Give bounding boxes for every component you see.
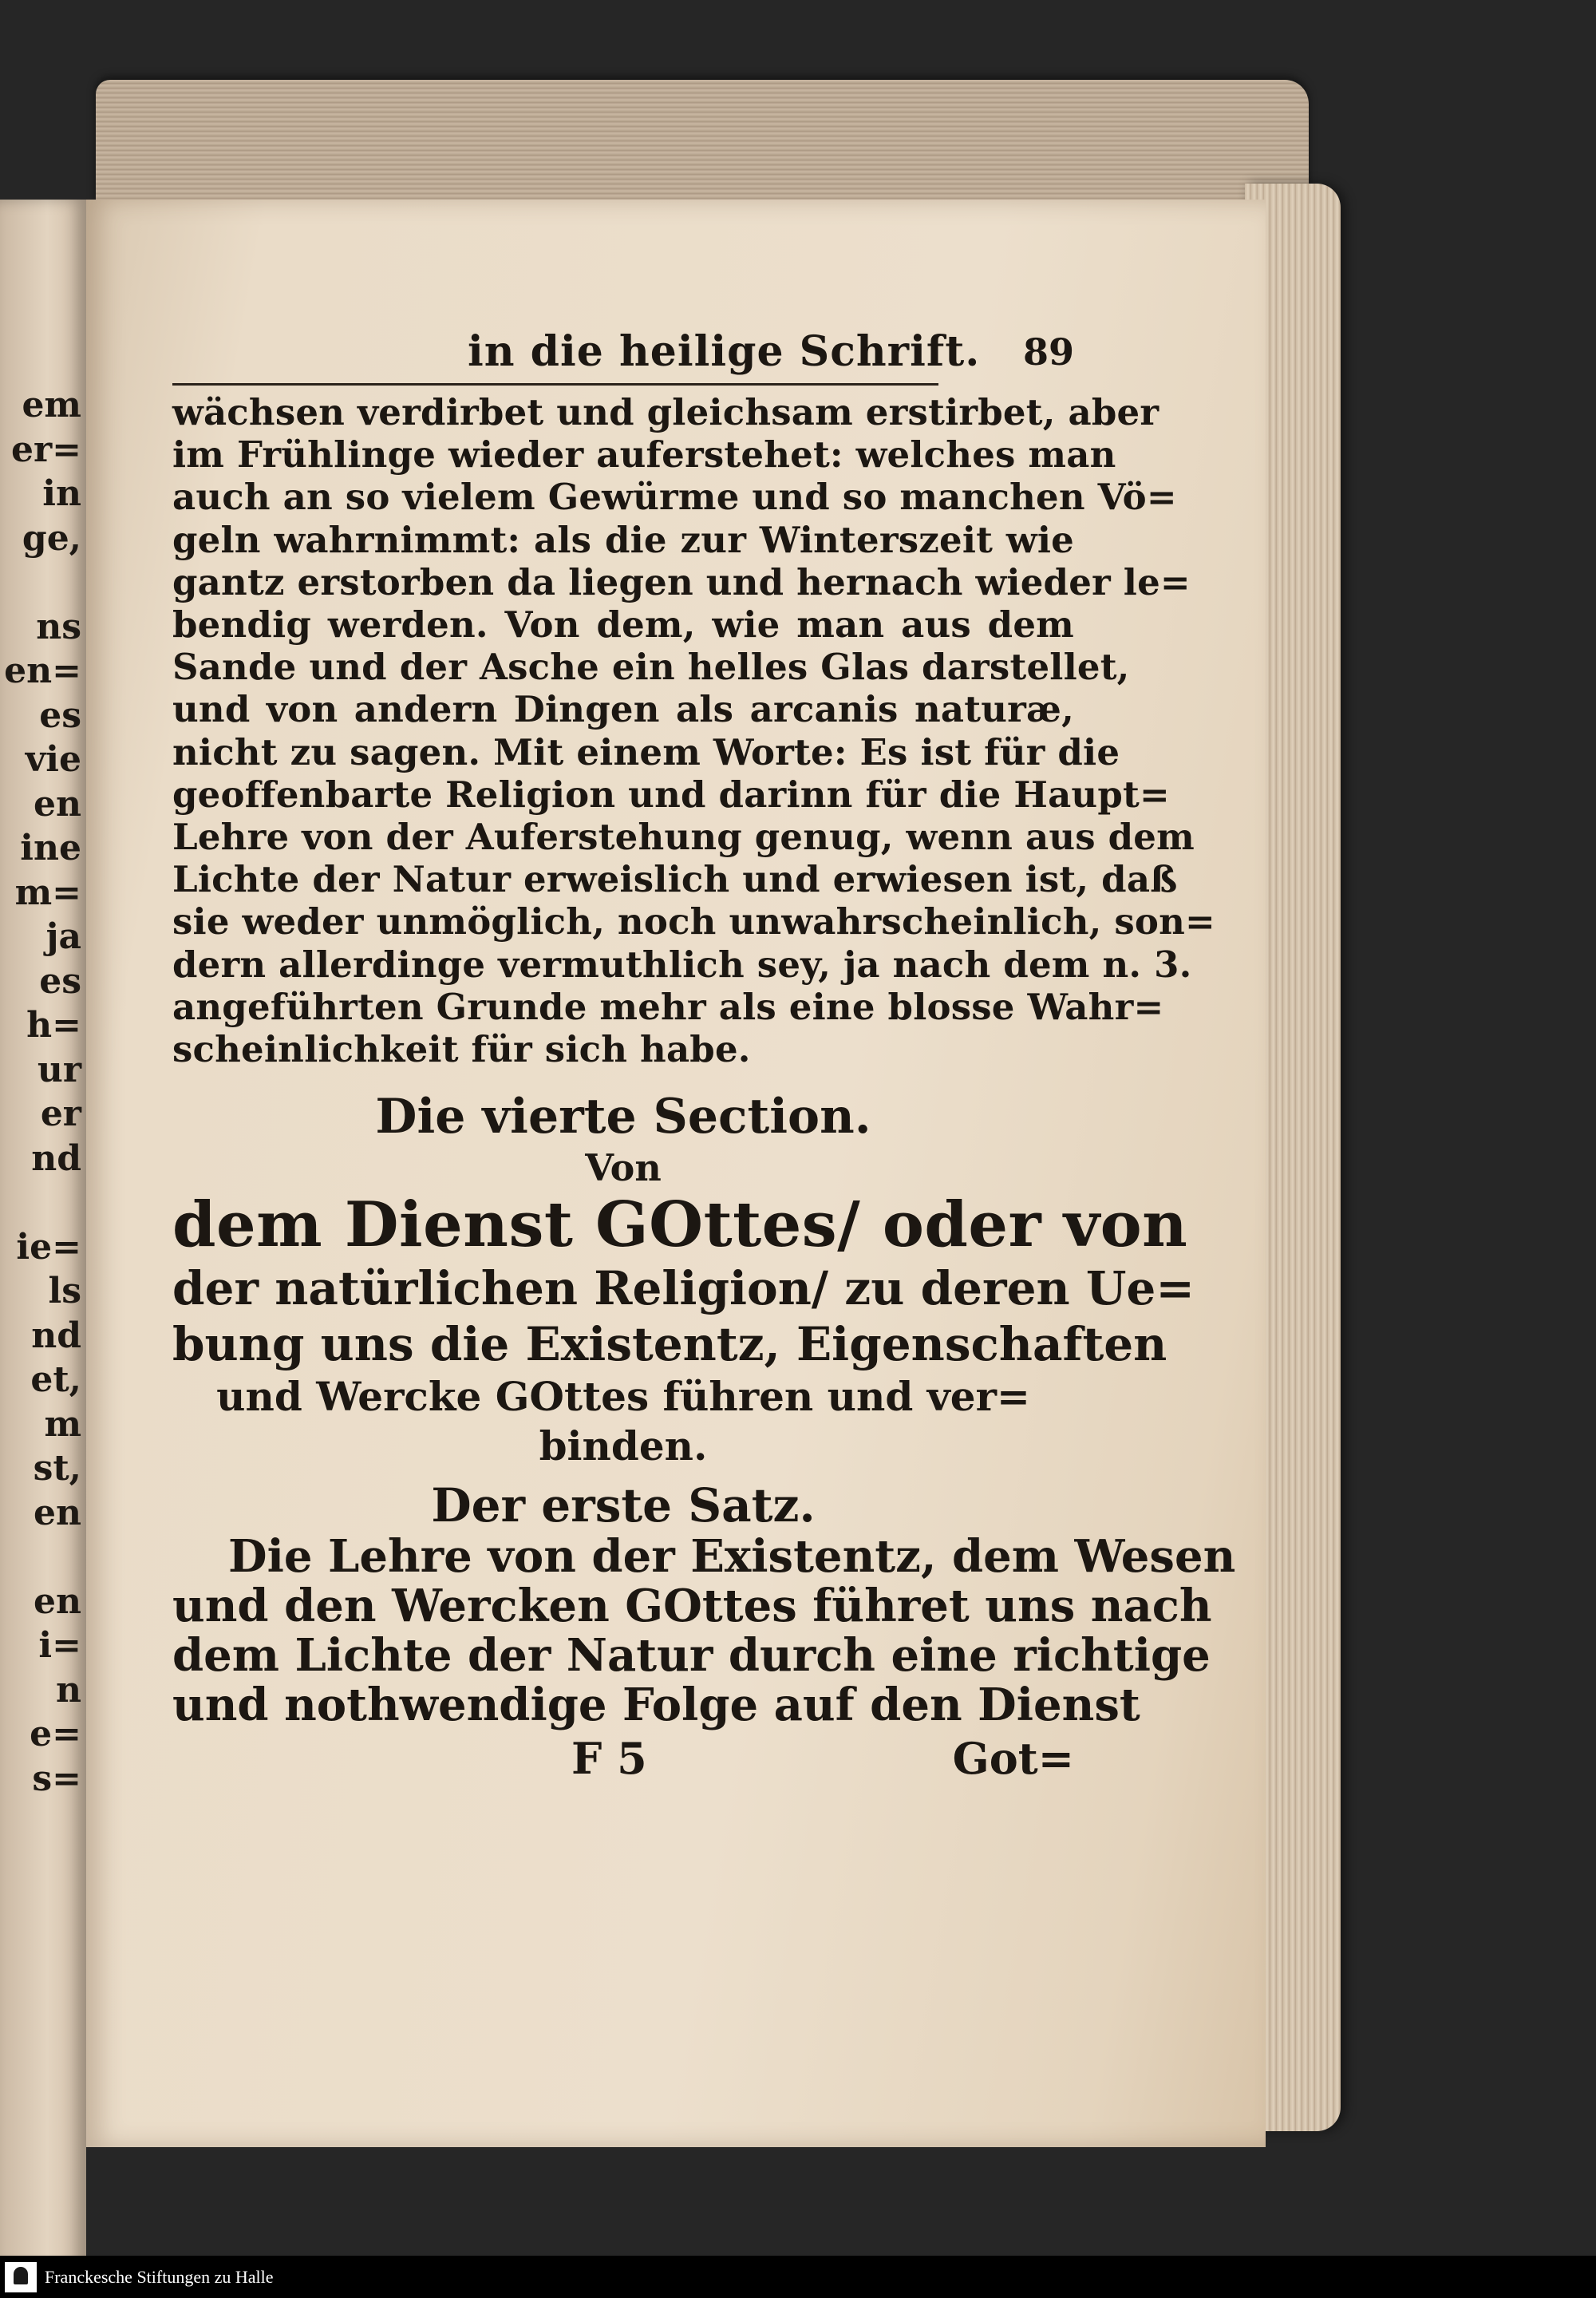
left-facing-page — [0, 200, 86, 2275]
left-page-fragment — [2, 560, 81, 605]
body-line: Sande und der Asche ein helles Glas darstellet, — [172, 646, 1130, 689]
left-page-fragment: ja — [45, 916, 81, 957]
left-page-fragment — [2, 1181, 81, 1225]
page-footer — [172, 1733, 1074, 1789]
section-heading-line: und Wercke GOttes führen und ver= — [216, 1373, 1030, 1421]
left-page-fragment: ie= — [16, 1226, 81, 1268]
right-page — [86, 200, 1266, 2147]
left-page-fragment: ns — [36, 606, 81, 647]
body-line: Lichte der Natur erweislich und erwiesen ist, daß — [172, 858, 1178, 901]
body-line: sie weder unmöglich, noch unwahrscheinlich, son= — [172, 900, 1215, 943]
satz-paragraph — [172, 1530, 1236, 1732]
left-page-fragment: e= — [30, 1714, 81, 1754]
body-line: dern allerdinge vermuthlich sey, ja nach dem n. 3. — [172, 943, 1192, 986]
left-page-fragment: en — [34, 1492, 81, 1533]
section-title: Die vierte Section. — [375, 1089, 871, 1145]
body-line: geln wahrnimmt: als die zur Winterszeit wie — [172, 518, 1074, 561]
catchword: Got= — [952, 1733, 1074, 1785]
satz-line: dem Lichte der Natur durch eine richtige — [172, 1629, 1211, 1683]
left-page-fragment — [2, 1535, 81, 1580]
left-page-fragment: er — [40, 1094, 81, 1134]
body-line: wächsen verdirbet und gleichsam erstirbet, aber — [172, 391, 1159, 433]
left-page-text-fragments — [2, 383, 81, 1801]
body-line: angeführten Grunde mehr als eine blosse Wahr= — [172, 985, 1164, 1028]
body-paragraph — [172, 391, 1215, 1071]
header-rule — [172, 383, 938, 386]
page-text-block — [172, 327, 1236, 1789]
satz-line: Die Lehre von der Existentz, dem Wesen — [228, 1530, 1236, 1584]
section-heading-line: dem Dienst GOttes/ oder von — [172, 1189, 1188, 1262]
body-line: bendig werden. Von dem, wie man aus dem — [172, 603, 1074, 647]
satz-line: und den Wercken GOttes führet uns nach — [172, 1580, 1212, 1633]
left-page-fragment: nd — [31, 1315, 81, 1356]
left-page-fragment: h= — [26, 1005, 81, 1046]
credit-text: Franckesche Stiftungen zu Halle — [45, 2267, 274, 2287]
body-line: und von andern Dingen als arcanis naturæ, — [172, 688, 1074, 731]
credit-bar — [0, 2256, 1596, 2298]
left-page-fragment: em — [22, 385, 81, 425]
left-page-fragment: ls — [48, 1271, 81, 1311]
section-von: Von — [585, 1146, 662, 1190]
body-line: im Frühlinge wieder auferstehet: welches man — [172, 433, 1116, 477]
left-page-fragment: m= — [14, 872, 81, 913]
left-page-fragment: es — [39, 960, 81, 1002]
signature-mark: F 5 — [571, 1733, 647, 1785]
left-page-fragment: vie — [25, 739, 81, 780]
section-heading-line: der natürlichen Religion/ zu deren Ue= — [172, 1261, 1195, 1316]
running-head: in die heilige Schrift. — [468, 327, 981, 376]
body-line: nicht zu sagen. Mit einem Worte: Es ist für die — [172, 730, 1120, 773]
left-page-fragment: st, — [33, 1448, 81, 1489]
left-page-fragment: i= — [38, 1625, 81, 1666]
body-line: scheinlichkeit für sich habe. — [172, 1028, 751, 1071]
body-line: auch an so vielem Gewürme und so manchen Vö= — [172, 476, 1177, 519]
section-heading-line: bung uns die Existentz, Eigenschaften — [172, 1317, 1167, 1372]
section-heading-line: binden. — [539, 1422, 708, 1470]
page-block-top-edge — [96, 80, 1309, 208]
left-page-fragment: et, — [30, 1359, 81, 1400]
page-header — [172, 327, 1074, 385]
left-page-fragment: ge, — [22, 517, 81, 559]
satz-line: und nothwendige Folge auf den Dienst — [172, 1679, 1140, 1732]
left-page-fragment: in — [42, 473, 81, 514]
left-page-fragment: es — [39, 694, 81, 736]
left-page-fragment: ine — [20, 828, 81, 868]
institution-logo-icon — [5, 2262, 37, 2292]
body-line: Lehre von der Auferstehung genug, wenn aus dem — [172, 816, 1195, 859]
left-page-fragment: m — [44, 1403, 81, 1445]
left-page-fragment: s= — [32, 1758, 81, 1799]
body-line: gantz erstorben da liegen und hernach wieder le= — [172, 560, 1191, 603]
left-page-fragment: ur — [37, 1049, 81, 1090]
satz-title: Der erste Satz. — [431, 1478, 816, 1533]
left-page-fragment: n — [56, 1669, 81, 1711]
left-page-fragment: nd — [31, 1137, 81, 1179]
body-line: geoffenbarte Religion und darinn für die Haupt= — [172, 773, 1170, 816]
left-page-fragment: er= — [10, 429, 81, 470]
left-page-fragment: en — [34, 783, 81, 825]
left-page-fragment: en= — [4, 651, 81, 691]
page-number: 89 — [1022, 330, 1074, 374]
left-page-fragment: en — [34, 1580, 81, 1622]
